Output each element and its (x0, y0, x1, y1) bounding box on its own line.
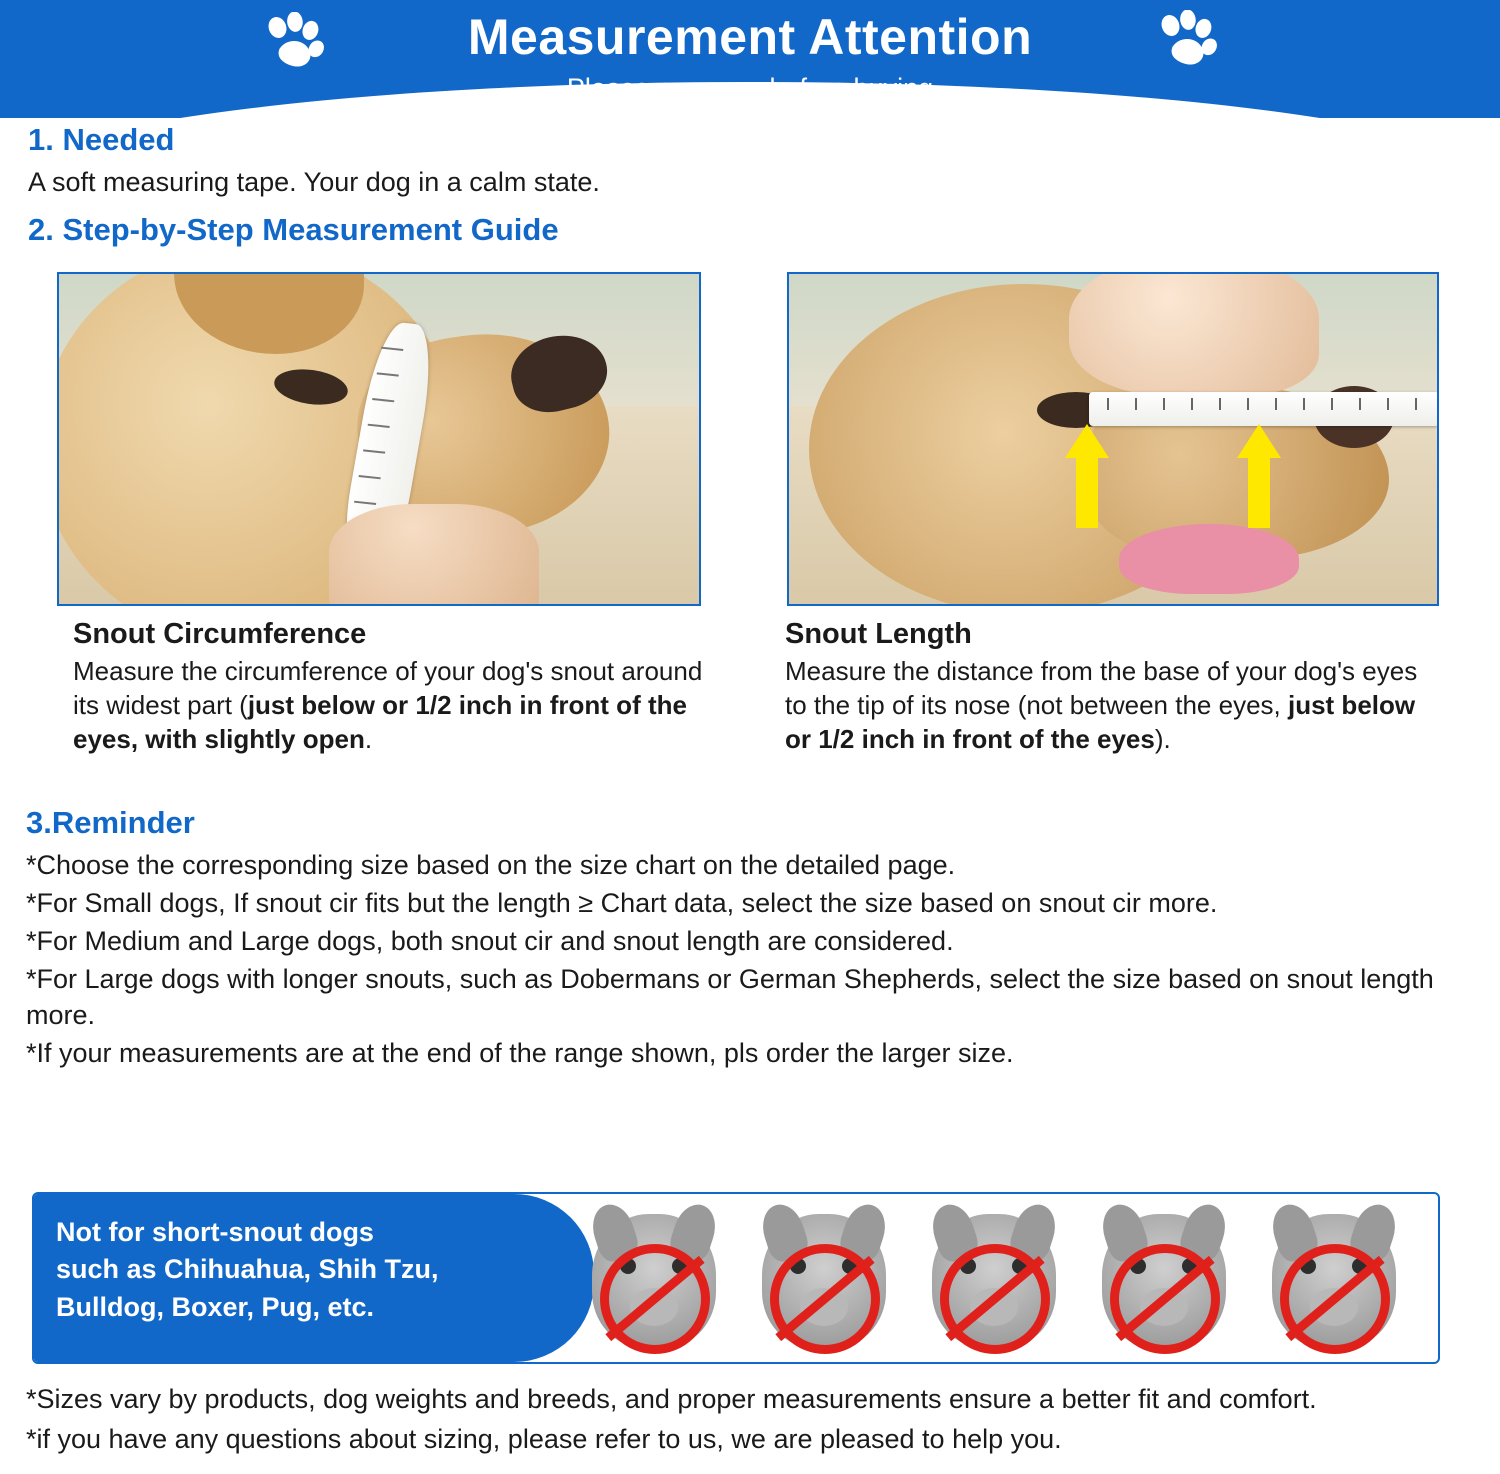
needed-description: A soft measuring tape. Your dog in a calm state. (28, 167, 600, 197)
excluded-breed-boxer (1084, 1200, 1244, 1358)
human-hand-shape (1069, 272, 1319, 396)
excluded-breed-chihuahua (574, 1200, 734, 1358)
excluded-breed-bulldog (914, 1200, 1074, 1358)
caption-title-circumference: Snout Circumference (73, 618, 367, 650)
caption-text-tail: ). (1154, 723, 1171, 754)
up-arrow-icon (1065, 424, 1109, 458)
reminder-item: *Choose the corresponding size based on the size chart on the detailed page. (26, 850, 956, 880)
reminder-item: *If your measurements are at the end of the range shown, pls order the larger size. (26, 1037, 1014, 1068)
dog-tongue-shape (1119, 524, 1299, 594)
snout-circumference-photo (57, 272, 701, 606)
page-header (0, 0, 1500, 118)
caption-text-normal: Measure the distance from the base of your dog's eyes to the tip of its nose (not between the eyes, (785, 656, 1418, 720)
excluded-breeds-row (554, 1198, 1434, 1358)
section-heading-reminder: 3.Reminder (26, 805, 195, 840)
page-title: Measurement Attention (467, 9, 1033, 65)
excluded-breed-shih-tzu (744, 1200, 904, 1358)
footer-note: *if you have any questions about sizing, please refer to us, we are pleased to help you. (26, 1423, 1062, 1454)
short-snout-warning-banner (32, 1192, 1440, 1364)
excluded-breed-pug (1254, 1200, 1414, 1358)
up-arrow-stem (1076, 456, 1098, 528)
reminder-item: *For Small dogs, If snout cir fits but the length ≥ Chart data, select the size based on snout cir more. (26, 887, 1218, 918)
caption-body-length (785, 655, 1445, 756)
human-hand-shape (329, 504, 539, 606)
caption-text-normal: Measure the circumference of your dog's snout around its widest part ( (73, 656, 703, 720)
footer-note: *Sizes vary by products, dog weights and breeds, and proper measurements ensure a better fit and comfort. (26, 1384, 1317, 1414)
caption-text-tail: . (364, 723, 373, 754)
up-arrow-stem (1248, 456, 1270, 528)
caption-text-bold: just below or 1/2 inch in front of the eyes, with slightly open (73, 689, 687, 754)
snout-length-photo (787, 272, 1439, 606)
banner-line-2: such as Chihuahua, Shih Tzu, (56, 1254, 439, 1285)
reminder-list (26, 848, 1446, 1073)
banner-line-3: Bulldog, Boxer, Pug, etc. (56, 1291, 375, 1322)
reminder-item: *For Large dogs with longer snouts, such as Dobermans or German Shepherds, select the size based on snout length more. (26, 963, 1434, 1030)
dog-ear-shape (174, 272, 364, 354)
caption-body-circumference (73, 655, 718, 756)
section-heading-guide: 2. Step-by-Step Measurement Guide (28, 212, 559, 247)
section-heading-needed: 1. Needed (28, 122, 175, 157)
banner-line-1: Not for short-snout dogs (56, 1217, 374, 1247)
measuring-tape-graphic (1089, 392, 1439, 426)
up-arrow-icon (1237, 424, 1281, 458)
footer-notes (26, 1382, 1466, 1462)
caption-text-bold: just below or 1/2 inch in front of the eyes (785, 689, 1416, 754)
banner-warning-text (56, 1214, 526, 1326)
reminder-item: *For Medium and Large dogs, both snout cir and snout length are considered. (26, 925, 954, 956)
caption-title-length: Snout Length (785, 618, 972, 650)
